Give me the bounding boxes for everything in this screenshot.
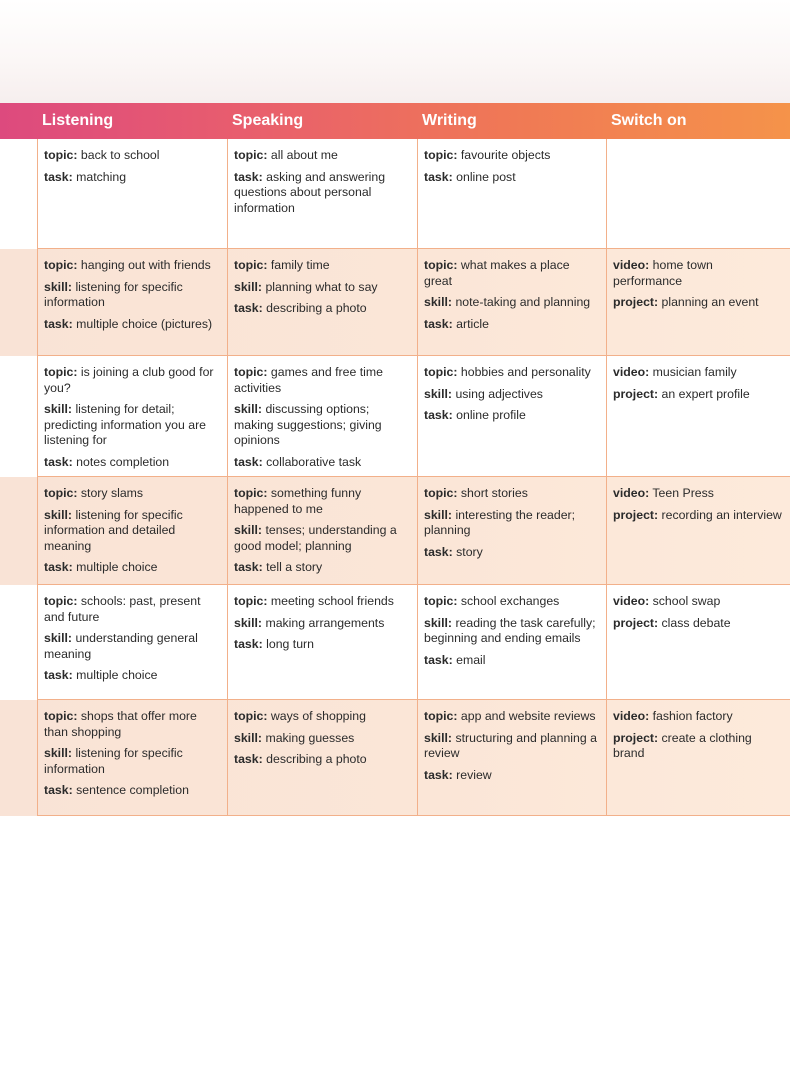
entry-key: topic: bbox=[234, 486, 268, 500]
entry-value: meeting school friends bbox=[267, 594, 394, 608]
entry-value: sentence completion bbox=[72, 783, 189, 797]
entry-value: create a clothing brand bbox=[613, 730, 752, 760]
entry-value: story slams bbox=[77, 486, 144, 500]
entry-value: note-taking and planning bbox=[452, 295, 591, 309]
cell-entry bbox=[613, 387, 784, 403]
entry-key: task: bbox=[44, 668, 73, 682]
entry-value: describing a photo bbox=[262, 752, 367, 766]
cell-entry bbox=[44, 668, 221, 684]
cell-entry bbox=[44, 486, 221, 502]
cell-entry bbox=[234, 731, 411, 747]
entry-value: family time bbox=[267, 258, 330, 272]
entry-value: listening for specific information bbox=[44, 746, 183, 776]
entry-key: skill: bbox=[234, 402, 263, 416]
entry-value: short stories bbox=[457, 486, 528, 500]
entry-value: structuring and planning a review bbox=[424, 730, 597, 760]
table-row bbox=[0, 700, 790, 816]
cell-entry bbox=[613, 709, 784, 725]
entry-key: skill: bbox=[234, 523, 263, 537]
entry-value: school exchanges bbox=[457, 594, 560, 608]
entry-value: email bbox=[452, 652, 486, 667]
entry-value: story bbox=[452, 544, 483, 559]
cell-entry bbox=[424, 653, 600, 669]
entry-value: notes completion bbox=[72, 454, 170, 469]
cell-entry bbox=[234, 258, 411, 274]
cell-writing bbox=[417, 477, 606, 585]
entry-value: school swap bbox=[649, 594, 721, 608]
entry-key: topic: bbox=[424, 594, 458, 608]
cell-entry bbox=[424, 709, 600, 725]
entry-value: listening for specific information and detailed meaning bbox=[44, 507, 183, 553]
entry-value: making guesses bbox=[262, 730, 355, 745]
cell-switch-on bbox=[606, 477, 790, 585]
entry-key: task: bbox=[44, 560, 73, 574]
entry-key: task: bbox=[44, 454, 73, 469]
entry-value: class debate bbox=[658, 615, 731, 630]
entry-key: task: bbox=[424, 767, 453, 782]
entry-value: musician family bbox=[649, 365, 737, 379]
entry-key: skill: bbox=[424, 386, 453, 401]
cell-entry bbox=[44, 594, 221, 625]
entry-key: topic: bbox=[44, 594, 78, 608]
cell-speaking bbox=[227, 585, 417, 700]
entry-key: task: bbox=[424, 316, 453, 331]
header-switch-on: Switch on bbox=[611, 112, 687, 129]
cell-listening bbox=[37, 356, 227, 477]
cell-entry bbox=[613, 616, 784, 632]
entry-key: video: bbox=[613, 486, 650, 500]
entry-key: video: bbox=[613, 258, 650, 272]
cell-entry bbox=[424, 317, 600, 333]
cell-entry bbox=[613, 508, 784, 524]
entry-key: topic: bbox=[424, 258, 458, 272]
cell-entry bbox=[424, 616, 600, 647]
cell-entry bbox=[234, 301, 411, 317]
entry-key: topic: bbox=[44, 258, 78, 272]
entry-value: multiple choice (pictures) bbox=[72, 316, 213, 331]
cell-entry bbox=[613, 365, 784, 381]
entry-value: back to school bbox=[77, 148, 160, 162]
entry-value: tell a story bbox=[262, 560, 323, 574]
entry-key: topic: bbox=[234, 258, 268, 272]
cell-entry bbox=[234, 709, 411, 725]
entry-key: task: bbox=[424, 652, 453, 667]
entry-key: task: bbox=[234, 454, 263, 469]
cell-entry bbox=[613, 731, 784, 762]
cell-entry bbox=[44, 170, 221, 186]
cell-entry bbox=[424, 170, 600, 186]
entry-value: hanging out with friends bbox=[77, 258, 211, 272]
cell-entry bbox=[44, 365, 221, 396]
cell-entry bbox=[44, 631, 221, 662]
table-row bbox=[0, 249, 790, 356]
cell-entry bbox=[424, 365, 600, 381]
cell-speaking bbox=[227, 249, 417, 356]
entry-value: listening for specific information bbox=[44, 279, 183, 309]
entry-key: video: bbox=[613, 594, 650, 608]
entry-value: is joining a club good for you? bbox=[44, 365, 214, 395]
table-row bbox=[0, 477, 790, 585]
entry-value: all about me bbox=[267, 148, 338, 162]
entry-key: project: bbox=[613, 615, 659, 630]
entry-value: online profile bbox=[452, 408, 526, 422]
entry-key: topic: bbox=[44, 709, 78, 723]
entry-key: topic: bbox=[234, 594, 268, 608]
cell-entry bbox=[424, 731, 600, 762]
cell-entry bbox=[234, 637, 411, 653]
cell-speaking bbox=[227, 700, 417, 816]
cell-entry bbox=[234, 365, 411, 396]
cell-entry bbox=[613, 486, 784, 502]
cell-entry bbox=[424, 258, 600, 289]
cell-entry bbox=[234, 455, 411, 471]
entry-key: topic: bbox=[44, 148, 78, 162]
page-top-margin bbox=[0, 0, 790, 103]
entry-value: home town performance bbox=[613, 258, 713, 288]
cell-entry bbox=[424, 408, 600, 424]
entry-value: ways of shopping bbox=[267, 709, 366, 723]
header-speaking: Speaking bbox=[232, 112, 304, 129]
entry-key: task: bbox=[234, 169, 263, 184]
entry-key: topic: bbox=[234, 148, 268, 162]
entry-key: task: bbox=[44, 316, 73, 331]
cell-entry bbox=[613, 295, 784, 311]
cell-entry bbox=[234, 148, 411, 164]
page-bottom-margin bbox=[0, 816, 790, 1073]
entry-value: discussing options; making suggestions; giving opinions bbox=[234, 402, 382, 447]
cell-listening bbox=[37, 249, 227, 356]
cell-listening bbox=[37, 585, 227, 700]
cell-switch-on bbox=[606, 356, 790, 477]
cell-entry bbox=[424, 545, 600, 561]
entry-value: an expert profile bbox=[658, 386, 750, 401]
cell-switch-on bbox=[606, 700, 790, 816]
entry-key: project: bbox=[613, 730, 659, 745]
entry-key: project: bbox=[613, 507, 659, 522]
entry-value: making arrangements bbox=[262, 615, 385, 630]
cell-entry bbox=[424, 387, 600, 403]
entry-value: reading the task carefully; beginning and ending emails bbox=[424, 615, 596, 645]
entry-value: article bbox=[452, 316, 489, 331]
cell-entry bbox=[234, 523, 411, 554]
entry-key: task: bbox=[424, 544, 453, 559]
cell-entry bbox=[234, 752, 411, 768]
entry-key: task: bbox=[234, 752, 263, 766]
entry-value: app and website reviews bbox=[457, 709, 596, 723]
table-row bbox=[0, 139, 790, 249]
cell-entry bbox=[424, 295, 600, 311]
entry-key: task: bbox=[234, 560, 263, 574]
header-writing: Writing bbox=[422, 112, 477, 129]
cell-entry bbox=[44, 258, 221, 274]
entry-key: task: bbox=[234, 637, 263, 651]
cell-entry bbox=[234, 486, 411, 517]
cell-entry bbox=[44, 280, 221, 311]
entry-key: topic: bbox=[424, 148, 458, 162]
entry-value: matching bbox=[72, 169, 127, 184]
cell-entry bbox=[44, 455, 221, 471]
cell-entry bbox=[613, 258, 784, 289]
cell-entry bbox=[44, 560, 221, 576]
entry-value: games and free time activities bbox=[234, 365, 383, 395]
entry-value: shops that offer more than shopping bbox=[44, 709, 197, 739]
entry-key: skill: bbox=[234, 615, 263, 630]
entry-key: skill: bbox=[424, 730, 453, 745]
entry-key: skill: bbox=[44, 402, 73, 416]
entry-key: topic: bbox=[424, 365, 458, 379]
cell-writing bbox=[417, 249, 606, 356]
entry-value: planning an event bbox=[658, 295, 759, 309]
entry-value: Teen Press bbox=[649, 486, 714, 500]
cell-entry bbox=[234, 560, 411, 576]
entry-value: online post bbox=[452, 169, 516, 184]
header-listening: Listening bbox=[42, 112, 114, 129]
entry-key: task: bbox=[44, 783, 73, 797]
cell-entry bbox=[613, 594, 784, 610]
entry-key: project: bbox=[613, 386, 659, 401]
entry-value: review bbox=[452, 767, 492, 782]
cell-entry bbox=[44, 402, 221, 449]
cell-entry bbox=[424, 768, 600, 784]
entry-value: collaborative task bbox=[262, 454, 362, 469]
cell-switch-on bbox=[606, 249, 790, 356]
cell-entry bbox=[234, 170, 411, 217]
entry-value: favourite objects bbox=[457, 148, 551, 162]
entry-key: video: bbox=[613, 709, 650, 723]
cell-entry bbox=[44, 317, 221, 333]
entry-value: long turn bbox=[262, 637, 314, 651]
entry-key: skill: bbox=[424, 507, 453, 522]
entry-value: recording an interview bbox=[658, 507, 782, 522]
entry-key: topic: bbox=[424, 486, 458, 500]
cell-speaking bbox=[227, 139, 417, 249]
cell-listening bbox=[37, 477, 227, 585]
entry-key: topic: bbox=[44, 486, 78, 500]
cell-speaking bbox=[227, 477, 417, 585]
entry-key: task: bbox=[234, 301, 263, 315]
entry-key: topic: bbox=[234, 365, 268, 379]
entry-key: skill: bbox=[424, 295, 453, 309]
cell-entry bbox=[234, 616, 411, 632]
entry-key: task: bbox=[424, 169, 453, 184]
entry-key: skill: bbox=[44, 507, 73, 522]
cell-entry bbox=[44, 709, 221, 740]
entry-key: topic: bbox=[424, 709, 458, 723]
cell-entry bbox=[44, 508, 221, 555]
cell-listening bbox=[37, 700, 227, 816]
entry-value: multiple choice bbox=[72, 560, 158, 574]
cell-entry bbox=[424, 148, 600, 164]
entry-key: skill: bbox=[44, 746, 73, 760]
cell-listening bbox=[37, 139, 227, 249]
cell-entry bbox=[44, 746, 221, 777]
table-row bbox=[0, 356, 790, 477]
cell-entry bbox=[424, 508, 600, 539]
table-row bbox=[0, 585, 790, 700]
entry-value: fashion factory bbox=[649, 709, 733, 723]
entry-key: video: bbox=[613, 365, 650, 379]
table-header bbox=[0, 103, 790, 139]
cell-entry bbox=[234, 402, 411, 449]
cell-entry bbox=[424, 594, 600, 610]
entry-value: interesting the reader; planning bbox=[424, 507, 576, 537]
entry-value: something funny happened to me bbox=[234, 486, 362, 516]
entry-key: project: bbox=[613, 295, 659, 309]
entry-value: understanding general meaning bbox=[44, 631, 198, 661]
entry-value: using adjectives bbox=[452, 386, 543, 401]
entry-value: schools: past, present and future bbox=[44, 594, 201, 624]
entry-value: planning what to say bbox=[262, 279, 378, 294]
entry-value: multiple choice bbox=[72, 668, 158, 682]
cell-entry bbox=[44, 783, 221, 799]
entry-key: task: bbox=[44, 169, 73, 184]
cell-speaking bbox=[227, 356, 417, 477]
cell-writing bbox=[417, 139, 606, 249]
cell-entry bbox=[44, 148, 221, 164]
entry-key: skill: bbox=[424, 615, 453, 630]
cell-entry bbox=[234, 280, 411, 296]
entry-key: topic: bbox=[44, 365, 78, 379]
entry-key: skill: bbox=[234, 730, 263, 745]
cell-switch-on bbox=[606, 139, 790, 249]
entry-value: listening for detail; predicting information you are listening for bbox=[44, 402, 206, 447]
entry-value: what makes a place great bbox=[424, 258, 570, 288]
entry-key: skill: bbox=[44, 631, 73, 645]
entry-key: skill: bbox=[234, 279, 263, 294]
cell-writing bbox=[417, 356, 606, 477]
cell-switch-on bbox=[606, 585, 790, 700]
cell-entry bbox=[424, 486, 600, 502]
cell-writing bbox=[417, 700, 606, 816]
entry-key: skill: bbox=[44, 279, 73, 294]
entry-key: topic: bbox=[234, 709, 268, 723]
entry-value: tenses; understanding a good model; planning bbox=[234, 523, 397, 553]
entry-value: hobbies and personality bbox=[457, 365, 591, 379]
entry-value: describing a photo bbox=[262, 301, 367, 315]
cell-entry bbox=[234, 594, 411, 610]
entry-key: task: bbox=[424, 408, 453, 422]
entry-value: asking and answering questions about personal information bbox=[234, 169, 386, 215]
cell-writing bbox=[417, 585, 606, 700]
